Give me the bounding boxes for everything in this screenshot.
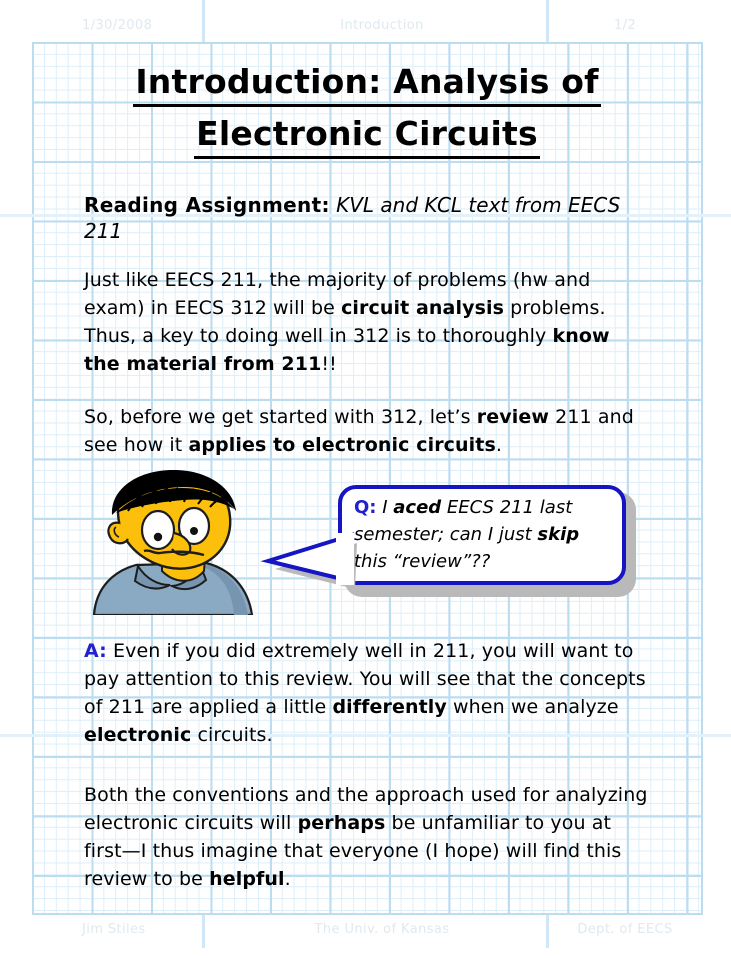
text-run: problems. Thus, a key to doing well in 312 is to thoroughly bbox=[84, 297, 606, 347]
emphasis-know-material: know the material from 211 bbox=[84, 325, 610, 375]
reading-assignment-label: Reading Assignment: bbox=[84, 193, 330, 217]
ralph-wiggum-cartoon bbox=[88, 467, 266, 615]
text-run: So, before we get started with 312, let’s bbox=[84, 406, 477, 428]
paragraph-review bbox=[84, 403, 650, 459]
question-marker: Q: bbox=[354, 497, 377, 518]
header-page-number: 1/2 bbox=[613, 18, 637, 33]
footer-author: Jim Stiles bbox=[82, 922, 146, 937]
page-title bbox=[84, 60, 650, 159]
paragraph-conventions bbox=[84, 781, 650, 893]
emphasis-differently: differently bbox=[332, 696, 447, 718]
running-header bbox=[32, 18, 703, 33]
page-title-line-1: Introduction: Analysis of bbox=[133, 60, 600, 107]
footer-department: Dept. of EECS bbox=[577, 922, 673, 937]
answer-marker: A: bbox=[84, 640, 107, 662]
speech-bubble-tail bbox=[264, 533, 354, 591]
text-run: Even if you did extremely well in 211, you will want to pay attention to this review. You will see that the concepts of 211 are applied a little bbox=[84, 640, 646, 718]
text-run: when we analyze bbox=[446, 696, 619, 718]
text-run: circuits. bbox=[191, 724, 273, 746]
text-run: . bbox=[284, 868, 291, 890]
paragraph-intro bbox=[84, 266, 650, 378]
header-subject: Introduction bbox=[340, 18, 424, 33]
cartoon-and-question bbox=[84, 467, 650, 615]
text-run: !! bbox=[321, 353, 337, 375]
reading-assignment-value: KVL and KCL text from EECS 211 bbox=[84, 193, 621, 243]
emphasis-aced: aced bbox=[393, 497, 442, 518]
speech-bubble-text bbox=[354, 494, 612, 575]
emphasis-perhaps: perhaps bbox=[297, 812, 386, 834]
text-run: Just like EECS 211, the majority of problems (hw and exam) in EECS 312 will be bbox=[84, 269, 591, 319]
speech-bubble bbox=[338, 485, 636, 597]
text-run: I bbox=[376, 497, 394, 518]
text-run: EECS 211 last semester; can I just bbox=[354, 497, 573, 545]
paragraph-answer bbox=[84, 637, 656, 749]
emphasis-circuit-analysis: circuit analysis bbox=[341, 297, 505, 319]
emphasis-skip: skip bbox=[537, 524, 580, 545]
emphasis-electronic: electronic bbox=[84, 724, 192, 746]
text-run: 211 and see how it bbox=[84, 406, 634, 456]
reading-assignment bbox=[84, 192, 650, 244]
header-date: 1/30/2008 bbox=[82, 18, 153, 33]
text-run: be unfamiliar to you at first—I thus imagine that everyone (I hope) will find this review to be bbox=[84, 812, 622, 890]
text-run: . bbox=[495, 434, 502, 456]
emphasis-helpful: helpful bbox=[209, 868, 285, 890]
page-title-line-2: Electronic Circuits bbox=[194, 112, 540, 159]
footer-university: The Univ. of Kansas bbox=[314, 922, 450, 937]
running-footer bbox=[32, 922, 703, 937]
emphasis-review: review bbox=[476, 406, 549, 428]
text-run: Both the conventions and the approach used for analyzing electronic circuits will bbox=[84, 784, 648, 834]
text-run: this “review”?? bbox=[354, 551, 491, 572]
document-content bbox=[84, 60, 650, 893]
emphasis-applies: applies to electronic circuits bbox=[188, 434, 496, 456]
